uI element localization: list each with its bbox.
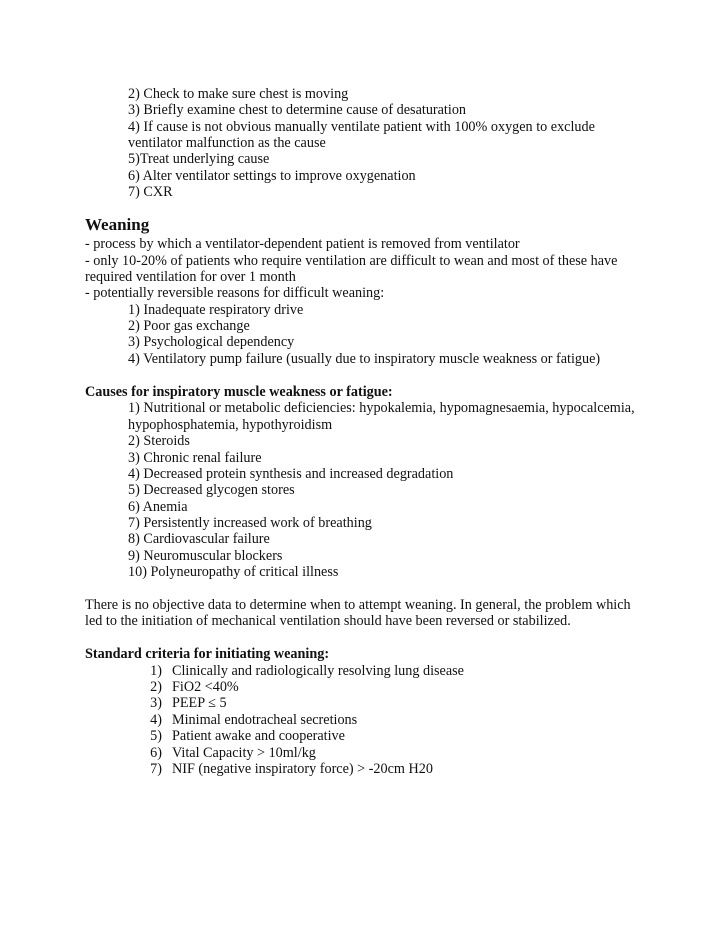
- cause-item: 8) Cardiovascular failure: [128, 531, 270, 547]
- desaturation-step: 3) Briefly examine chest to determine cause of desaturation: [128, 102, 467, 118]
- criteria-item: [138, 679, 239, 695]
- criteria-text: Patient awake and cooperative: [172, 728, 345, 744]
- causes-heading: Causes for inspiratory muscle weakness or fatigue:: [85, 384, 393, 400]
- cause-item: hypophosphatemia, hypothyroidism: [128, 417, 333, 433]
- criteria-number: 2): [150, 679, 162, 695]
- cause-item: 9) Neuromuscular blockers: [128, 548, 283, 564]
- criteria-number: 7): [150, 761, 162, 777]
- desaturation-step: 4) If cause is not obvious manually ventilate patient with 100% oxygen to exclude: [128, 119, 595, 135]
- paragraph-line: There is no objective data to determine when to attempt weaning. In general, the problem which: [85, 597, 631, 613]
- desaturation-step: 5)Treat underlying cause: [128, 151, 270, 167]
- cause-item: 7) Persistently increased work of breathing: [128, 515, 372, 531]
- criteria-item: [138, 695, 227, 711]
- criteria-text: NIF (negative inspiratory force) > -20cm H20: [172, 761, 433, 777]
- weaning-bullet: - potentially reversible reasons for difficult weaning:: [85, 285, 385, 301]
- desaturation-step: ventilator malfunction as the cause: [128, 135, 326, 151]
- criteria-number: 5): [150, 728, 162, 744]
- criteria-heading: Standard criteria for initiating weaning:: [85, 646, 330, 662]
- criteria-text: PEEP ≤ 5: [172, 695, 227, 711]
- criteria-number: 1): [150, 663, 162, 679]
- desaturation-step: 2) Check to make sure chest is moving: [128, 86, 349, 102]
- criteria-text: FiO2 <40%: [172, 679, 239, 695]
- weaning-reason: 1) Inadequate respiratory drive: [128, 302, 304, 318]
- criteria-item: [138, 663, 464, 679]
- cause-item: 10) Polyneuropathy of critical illness: [128, 564, 339, 580]
- criteria-item: [138, 745, 316, 761]
- criteria-item: [138, 761, 433, 777]
- weaning-heading: Weaning: [85, 215, 150, 234]
- desaturation-step: 6) Alter ventilator settings to improve oxygenation: [128, 168, 416, 184]
- paragraph-line: led to the initiation of mechanical ventilation should have been reversed or stabilized.: [85, 613, 571, 629]
- criteria-number: 6): [150, 745, 162, 761]
- cause-item: 5) Decreased glycogen stores: [128, 482, 295, 498]
- criteria-item: [138, 712, 357, 728]
- criteria-text: Vital Capacity > 10ml/kg: [172, 745, 316, 761]
- cause-item: 3) Chronic renal failure: [128, 450, 262, 466]
- criteria-number: 3): [150, 695, 162, 711]
- cause-item: 2) Steroids: [128, 433, 190, 449]
- cause-item: 4) Decreased protein synthesis and increased degradation: [128, 466, 454, 482]
- criteria-number: 4): [150, 712, 162, 728]
- weaning-bullet: - process by which a ventilator-dependent patient is removed from ventilator: [85, 236, 520, 252]
- desaturation-step: 7) CXR: [128, 184, 173, 200]
- criteria-text: Clinically and radiologically resolving lung disease: [172, 663, 464, 679]
- criteria-text: Minimal endotracheal secretions: [172, 712, 358, 728]
- weaning-reason: 2) Poor gas exchange: [128, 318, 250, 334]
- cause-item: 6) Anemia: [128, 499, 188, 515]
- weaning-bullet: required ventilation for over 1 month: [85, 269, 296, 285]
- weaning-reason: 4) Ventilatory pump failure (usually due to inspiratory muscle weakness or fatigue): [128, 351, 601, 367]
- cause-item: 1) Nutritional or metabolic deficiencies: hypokalemia, hypomagnesaemia, hypocalcemia,: [128, 400, 635, 416]
- weaning-reason: 3) Psychological dependency: [128, 334, 295, 350]
- weaning-bullet: - only 10-20% of patients who require ventilation are difficult to wean and most of these have: [85, 253, 618, 269]
- criteria-item: [138, 728, 345, 744]
